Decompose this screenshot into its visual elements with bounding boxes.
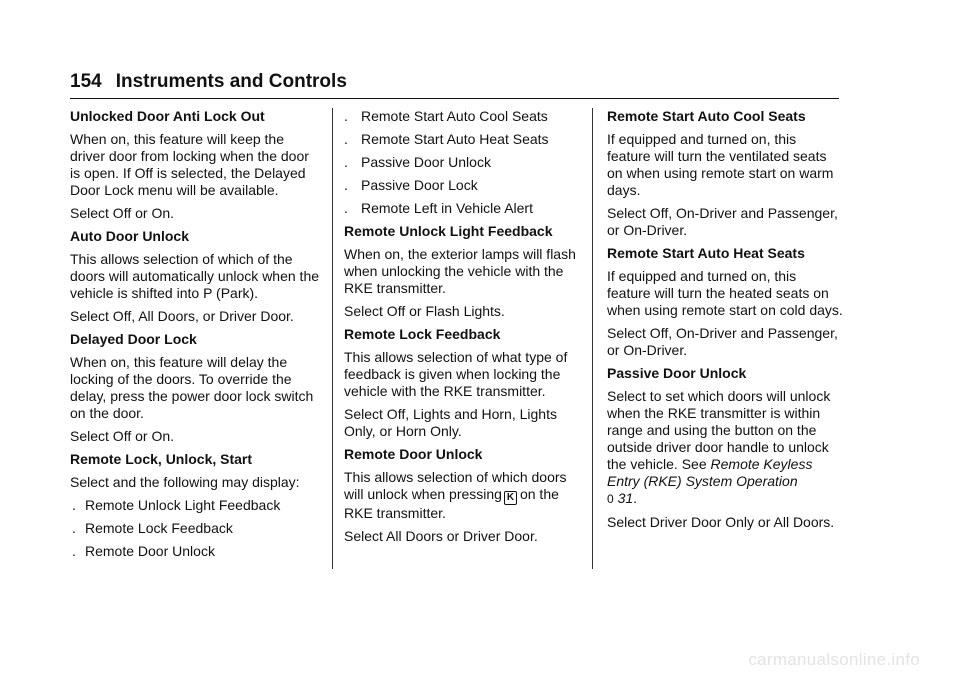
heading-remote-lock-feedback: Remote Lock Feedback xyxy=(344,326,501,342)
list-item: . Remote Unlock Light Feedback xyxy=(72,497,281,513)
paragraph: Select Driver Door Only or All Doors. xyxy=(607,514,835,530)
paragraph: Select Off or On. xyxy=(70,428,175,444)
list-item: . Passive Door Unlock xyxy=(344,154,491,170)
bullet-icon: . xyxy=(72,520,76,536)
paragraph: Select and the following may display: xyxy=(70,474,300,490)
page-ref-icon: 0 xyxy=(607,492,614,506)
bullet-icon: . xyxy=(344,108,348,124)
paragraph: Select to set which doors will unlock when the RKE transmitter is within range and using the button on the outside driver door handle to unlock the vehicle. See Remote Keyless Entry (RKE) System Operation 0 31. xyxy=(607,388,831,506)
paragraph: If equipped and turned on, this feature will turn the heated seats on when using remote start on cold days. xyxy=(607,268,843,318)
heading-delayed-door-lock: Delayed Door Lock xyxy=(70,331,197,347)
paragraph: If equipped and turned on, this feature will turn the ventilated seats on when using remote start on warm days. xyxy=(607,131,834,198)
heading-passive-door-unlock: Passive Door Unlock xyxy=(607,365,747,381)
heading-remote-lock-unlock-start: Remote Lock, Unlock, Start xyxy=(70,451,253,467)
paragraph: When on, this feature will delay the locking of the doors. To override the delay, press the power door lock switch on the door. xyxy=(70,354,314,421)
header-rule xyxy=(70,98,839,99)
page-header xyxy=(70,71,347,93)
paragraph: Select Off, On-Driver and Passenger, or On-Driver. xyxy=(607,205,838,238)
paragraph: When on, the exterior lamps will flash when unlocking the vehicle with the RKE transmitter. xyxy=(344,246,576,296)
bullet-icon: . xyxy=(72,497,76,513)
list-item: . Remote Left in Vehicle Alert xyxy=(344,200,533,216)
paragraph: Select Off or Flash Lights. xyxy=(344,303,505,319)
paragraph: Select Off or On. xyxy=(70,205,175,221)
column-divider-left xyxy=(332,108,333,569)
heading-auto-door-unlock: Auto Door Unlock xyxy=(70,228,189,244)
heading-remote-unlock-light-feedback: Remote Unlock Light Feedback xyxy=(344,223,553,239)
bullet-icon: . xyxy=(344,200,348,216)
page-number: 154 xyxy=(70,71,102,92)
heading-remote-start-auto-heat-seats: Remote Start Auto Heat Seats xyxy=(607,245,805,261)
list-item: . Remote Door Unlock xyxy=(72,543,215,559)
bullet-icon: . xyxy=(72,543,76,559)
column-divider-right xyxy=(592,108,593,569)
list-item: . Remote Start Auto Heat Seats xyxy=(344,131,549,147)
bullet-icon: . xyxy=(344,177,348,193)
paragraph: Select Off, On-Driver and Passenger, or On-Driver. xyxy=(607,325,838,358)
heading-unlocked-door-anti-lock-out: Unlocked Door Anti Lock Out xyxy=(70,108,265,124)
list-item: . Remote Start Auto Cool Seats xyxy=(344,108,548,124)
cross-reference-link[interactable]: Remote Keyless Entry (RKE) System Operation xyxy=(607,456,813,489)
paragraph: Select Off, Lights and Horn, Lights Only, or Horn Only. xyxy=(344,406,557,439)
heading-remote-door-unlock: Remote Door Unlock xyxy=(344,446,483,462)
paragraph: Select All Doors or Driver Door. xyxy=(344,528,538,544)
paragraph: Select Off, All Doors, or Driver Door. xyxy=(70,308,294,324)
column-right xyxy=(607,108,843,537)
bullet-icon: . xyxy=(344,154,348,170)
paragraph: This allows selection of which doors will unlock when pressing K on the RKE transmitter. xyxy=(344,469,567,521)
heading-remote-start-auto-cool-seats: Remote Start Auto Cool Seats xyxy=(607,108,806,124)
cross-reference-page[interactable]: 31 xyxy=(617,490,634,506)
bullet-icon: . xyxy=(344,131,348,147)
list-item: . Remote Lock Feedback xyxy=(72,520,233,536)
list-item: . Passive Door Lock xyxy=(344,177,478,193)
paragraph: This allows selection of which of the doors will automatically unlock when the vehicle is shifted into P (Park). xyxy=(70,251,320,301)
column-middle xyxy=(344,108,582,551)
section-title: Instruments and Controls xyxy=(115,71,347,92)
key-fob-unlock-icon: K xyxy=(504,491,517,505)
paragraph: When on, this feature will keep the driver door from locking when the door is open. If Off is selected, the Delayed Door Lock menu will be available. xyxy=(70,131,309,198)
column-left xyxy=(70,108,322,566)
paragraph: This allows selection of what type of feedback is given when locking the vehicle with the RKE transmitter. xyxy=(344,349,568,399)
watermark: carmanualsonline.info xyxy=(748,650,920,669)
